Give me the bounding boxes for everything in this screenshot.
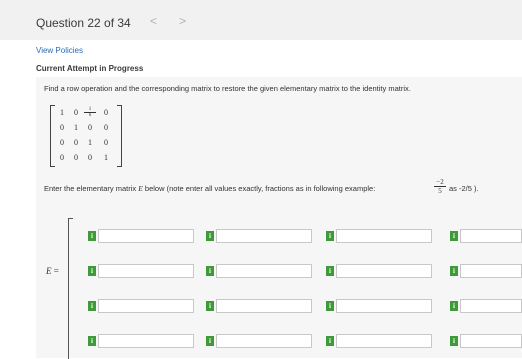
matrix-cell: 1 xyxy=(60,108,64,117)
info-icon[interactable]: i xyxy=(326,301,334,311)
question-counter: Question 22 of 34 xyxy=(36,16,131,30)
matrix-cell: 0 xyxy=(88,123,92,132)
matrix-entry-input[interactable] xyxy=(460,334,522,348)
matrix-cell: 0 xyxy=(104,123,108,132)
problem-instruction: Find a row operation and the corresponding matrix to restore the given elementary matrix to the identity matrix. xyxy=(44,84,411,93)
matrix-entry-input[interactable] xyxy=(460,299,522,313)
matrix-right-bracket xyxy=(117,105,122,167)
matrix-cell-fraction: $\frac{1}{6}$ xyxy=(84,107,96,118)
matrix-entry-input[interactable] xyxy=(336,229,432,243)
entry-instruction: Enter the elementary matrix E below (note enter all values exactly, fractions as in following example: xyxy=(44,184,376,193)
attempt-status: Current Attempt in Progress xyxy=(36,64,144,73)
previous-question-button[interactable]: < xyxy=(150,14,158,28)
matrix-entry-input[interactable] xyxy=(98,229,194,243)
next-question-button[interactable]: > xyxy=(179,14,187,28)
matrix-cell: 0 xyxy=(104,108,108,117)
matrix-entry-input[interactable] xyxy=(98,264,194,278)
info-icon[interactable]: i xyxy=(206,301,214,311)
info-icon[interactable]: i xyxy=(206,336,214,346)
matrix-entry-input[interactable] xyxy=(460,264,522,278)
matrix-entry-input[interactable] xyxy=(98,334,194,348)
info-icon[interactable]: i xyxy=(450,301,458,311)
example-fraction: $\frac{-2}{5}$ xyxy=(434,178,446,195)
matrix-entry-input[interactable] xyxy=(216,264,312,278)
matrix-entry-input[interactable] xyxy=(336,264,432,278)
question-header xyxy=(0,0,522,40)
matrix-cell: 1 xyxy=(104,153,108,162)
info-icon[interactable]: i xyxy=(88,301,96,311)
matrix-cell: 0 xyxy=(60,123,64,132)
matrix-cell: 1 xyxy=(74,123,78,132)
example-tail: as -2/5 ). xyxy=(449,184,479,193)
matrix-entry-input[interactable] xyxy=(216,334,312,348)
matrix-cell: 0 xyxy=(74,138,78,147)
matrix-entry-input[interactable] xyxy=(98,299,194,313)
info-icon[interactable]: i xyxy=(88,231,96,241)
info-icon[interactable]: i xyxy=(88,336,96,346)
matrix-left-bracket xyxy=(50,105,55,167)
info-icon[interactable]: i xyxy=(326,336,334,346)
question-panel xyxy=(36,77,522,358)
answer-matrix-bracket xyxy=(68,218,73,359)
matrix-e-label: E = xyxy=(46,266,59,276)
matrix-cell: 0 xyxy=(74,108,78,117)
info-icon[interactable]: i xyxy=(206,266,214,276)
info-icon[interactable]: i xyxy=(326,231,334,241)
matrix-cell: 1 xyxy=(88,138,92,147)
matrix-cell: 0 xyxy=(60,138,64,147)
matrix-cell: 0 xyxy=(104,138,108,147)
info-icon[interactable]: i xyxy=(450,266,458,276)
matrix-cell: 0 xyxy=(88,153,92,162)
matrix-entry-input[interactable] xyxy=(216,299,312,313)
matrix-entry-input[interactable] xyxy=(336,334,432,348)
matrix-entry-input[interactable] xyxy=(336,299,432,313)
info-icon[interactable]: i xyxy=(88,266,96,276)
info-icon[interactable]: i xyxy=(326,266,334,276)
info-icon[interactable]: i xyxy=(450,336,458,346)
matrix-entry-input[interactable] xyxy=(216,229,312,243)
info-icon[interactable]: i xyxy=(206,231,214,241)
matrix-cell: 0 xyxy=(74,153,78,162)
info-icon[interactable]: i xyxy=(450,231,458,241)
view-policies-link[interactable]: View Policies xyxy=(36,46,83,55)
matrix-cell: 0 xyxy=(60,153,64,162)
matrix-entry-input[interactable] xyxy=(460,229,522,243)
